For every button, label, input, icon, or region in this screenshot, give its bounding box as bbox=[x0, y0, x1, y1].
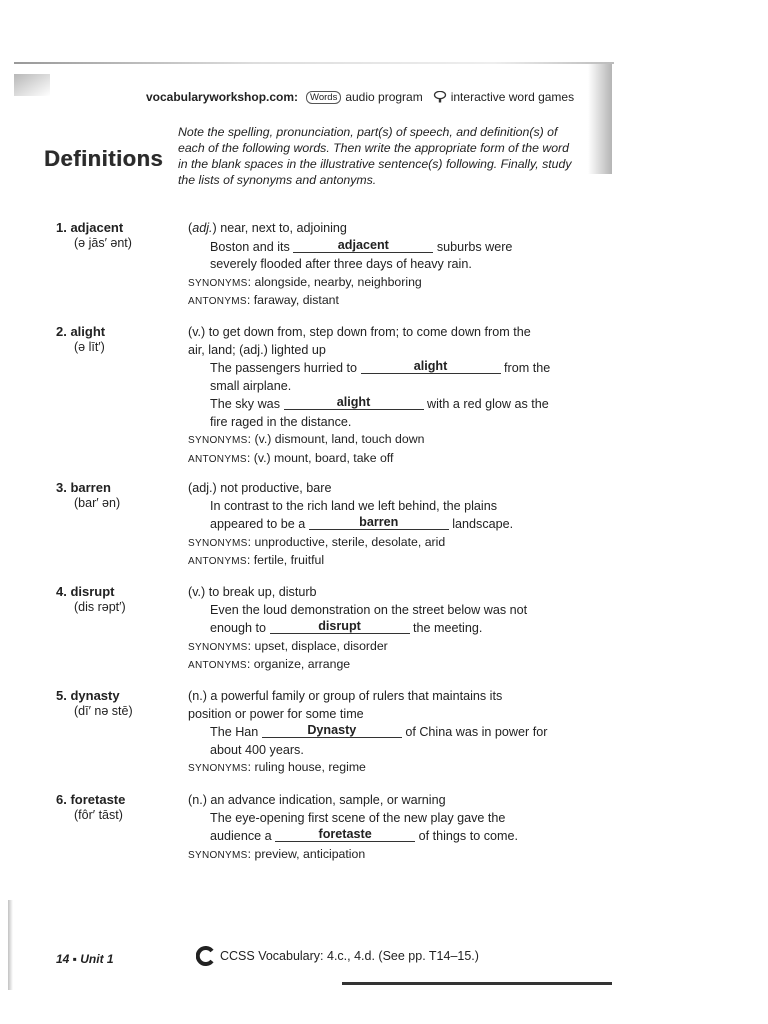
term: 1. adjacent bbox=[56, 220, 124, 235]
synonyms: SYNONYMS: preview, anticipation bbox=[188, 846, 366, 861]
scan-shadow bbox=[588, 64, 612, 174]
answer-blank[interactable]: alight bbox=[361, 359, 501, 374]
instructions: Note the spelling, pronunciation, part(s) of speech, and definition(s) of each of the following words. Then write the appropriate form of the word in the blank spaces in the illustrative sentence(s) following. Finally, study the lists of synonyms and antonyms. bbox=[178, 125, 572, 187]
synonyms: SYNONYMS: ruling house, regime bbox=[188, 760, 366, 774]
definition: (v.) to break up, disturb bbox=[188, 585, 317, 599]
section-title: Definitions bbox=[44, 146, 164, 171]
example-sentence: The Han Dynasty of China was in power for about 400 years. bbox=[210, 723, 548, 757]
page-number: 14 ▪ Unit 1 bbox=[56, 952, 114, 966]
example-sentence: The sky was alight with a red glow as the fire raged in the distance. bbox=[210, 395, 549, 429]
pronunciation: (ə jās′ ənt) bbox=[74, 236, 132, 250]
definition: (n.) an advance indication, sample, or warning bbox=[188, 793, 446, 807]
definition: air, land; (adj.) lighted up bbox=[188, 342, 326, 357]
example-sentence: The eye-opening first scene of the new play gave the audience a foretaste of things to come. bbox=[210, 810, 519, 843]
antonyms: ANTONYMS: (v.) mount, board, take off bbox=[188, 450, 394, 465]
term: 6. foretaste bbox=[56, 792, 126, 807]
antonyms: ANTONYMS: organize, arrange bbox=[188, 657, 351, 671]
definition: (n.) a powerful family or group of rulers that maintains its bbox=[188, 689, 503, 703]
term: 4. disrupt bbox=[56, 584, 115, 599]
synonyms: SYNONYMS: (v.) dismount, land, touch down bbox=[188, 432, 425, 446]
definition: position or power for some time bbox=[188, 706, 364, 721]
answer-blank[interactable]: disrupt bbox=[270, 619, 410, 634]
example-sentence: Boston and its adjacent suburbs were severely flooded after three days of heavy rain. bbox=[210, 237, 513, 271]
audio-program-label: audio program bbox=[345, 90, 423, 104]
definition: (v.) to get down from, step down from; to come down from the bbox=[188, 325, 531, 339]
answer-blank[interactable]: alight bbox=[284, 395, 424, 410]
answer-blank[interactable]: Dynasty bbox=[262, 723, 402, 738]
scan-shadow bbox=[14, 74, 50, 96]
example-sentence: The passengers hurried to alight from the small airplane. bbox=[210, 359, 551, 393]
scan-shadow bbox=[8, 900, 13, 990]
pronunciation: (ə līt′) bbox=[74, 340, 105, 354]
answer-blank[interactable]: barren bbox=[309, 515, 449, 530]
term: 2. alight bbox=[56, 324, 106, 339]
antonyms: ANTONYMS: fertile, fruitful bbox=[188, 553, 325, 567]
answer-blank[interactable]: adjacent bbox=[293, 238, 433, 253]
pronunciation: (bar′ ən) bbox=[74, 496, 121, 510]
example-sentence: In contrast to the rich land we left behind, the plains appeared to be a barren landscape. bbox=[210, 498, 514, 531]
pronunciation: (fôr′ tāst) bbox=[74, 808, 123, 822]
pronunciation: (dī′ nə stē) bbox=[74, 704, 133, 718]
definition: (adj.) not productive, bare bbox=[188, 481, 332, 495]
page-edge bbox=[14, 62, 614, 64]
answer-blank[interactable]: foretaste bbox=[275, 827, 415, 842]
games-label: interactive word games bbox=[450, 90, 575, 104]
words-badge-icon: Words bbox=[306, 91, 341, 104]
site-name: vocabularyworkshop.com: bbox=[146, 90, 299, 104]
term: 3. barren bbox=[56, 480, 111, 495]
synonyms: SYNONYMS: alongside, nearby, neighboring bbox=[188, 274, 422, 289]
ccss-c-icon bbox=[196, 946, 216, 966]
header-line bbox=[146, 90, 586, 104]
synonyms: SYNONYMS: upset, displace, disorder bbox=[188, 638, 388, 653]
antonyms: ANTONYMS: faraway, distant bbox=[188, 293, 339, 307]
bottom-rule bbox=[342, 982, 612, 985]
pronunciation: (dis rəpt′) bbox=[74, 600, 126, 614]
synonyms: SYNONYMS: unproductive, sterile, desolate, arid bbox=[188, 534, 446, 549]
example-sentence: Even the loud demonstration on the street below was not enough to disrupt the meeting. bbox=[210, 602, 528, 635]
game-icon bbox=[433, 91, 447, 103]
ccss-text: CCSS Vocabulary: 4.c., 4.d. (See pp. T14–15.) bbox=[220, 949, 479, 963]
ccss-note bbox=[196, 946, 479, 966]
definition: (adj.) near, next to, adjoining bbox=[188, 221, 347, 235]
term: 5. dynasty bbox=[56, 688, 120, 703]
